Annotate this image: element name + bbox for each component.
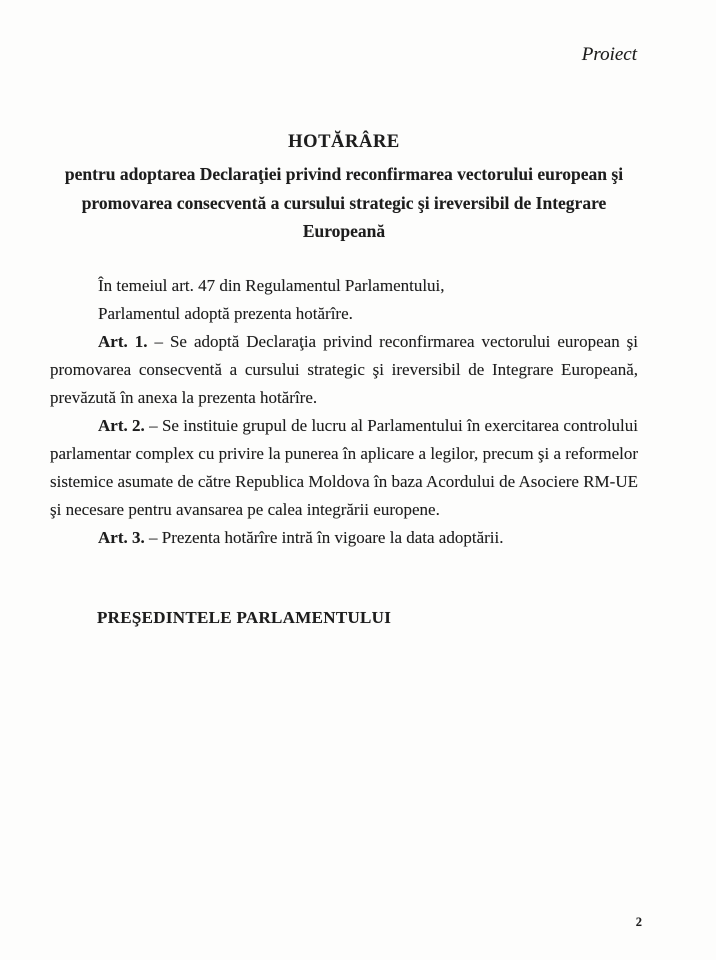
document-subtitle-line2: promovarea consecventă a cursului strategic şi ireversibil de Integrare Europeană bbox=[81, 192, 607, 241]
paragraph-legal-basis bbox=[50, 272, 638, 300]
paragraph-adoption bbox=[50, 300, 638, 328]
paragraph-text: – Se adoptă Declaraţia privind reconfirmarea vectorului european şi promovarea consecventă a cursului strategic şi ireversibil de Integrare Europeană, prevăzută în anexa la prezenta hotărîre. bbox=[50, 332, 639, 407]
document-body bbox=[50, 272, 638, 630]
paragraph-text: Parlamentul adoptă prezenta hotărîre. bbox=[98, 304, 353, 323]
article-label: Art. 3. bbox=[98, 528, 145, 547]
paragraph-text: În temeiul art. 47 din Regulamentul Parlamentului, bbox=[98, 276, 445, 295]
document-title: HOTĂRÂRE bbox=[288, 132, 400, 152]
paragraph-art-1 bbox=[50, 328, 638, 412]
signature-heading: PREŞEDINTELE PARLAMENTULUI bbox=[97, 608, 392, 627]
paragraph-art-2 bbox=[50, 412, 638, 524]
paragraph-art-3 bbox=[50, 524, 638, 552]
paragraph-text: – Prezenta hotărîre intră în vigoare la data adoptării. bbox=[148, 528, 504, 547]
paragraph-text: – Se instituie grupul de lucru al Parlamentului în exercitarea controlului parlamentar complex cu privire la punerea în aplicare a legilor, precum şi a reformelor sistemice asumate de către Republica Moldova în baza Acordului de Asociere RM-UE şi necesare pentru avansarea pe calea integrării europene. bbox=[50, 416, 639, 519]
title-block bbox=[50, 130, 638, 246]
document-subtitle-line1: pentru adoptarea Declaraţiei privind reconfirmarea vectorului european şi bbox=[64, 164, 624, 184]
proiect-watermark: Proiect bbox=[581, 44, 637, 65]
article-label: Art. 2. bbox=[98, 416, 145, 435]
page-number: 2 bbox=[635, 915, 642, 929]
article-label: Art. 1. bbox=[98, 332, 148, 351]
